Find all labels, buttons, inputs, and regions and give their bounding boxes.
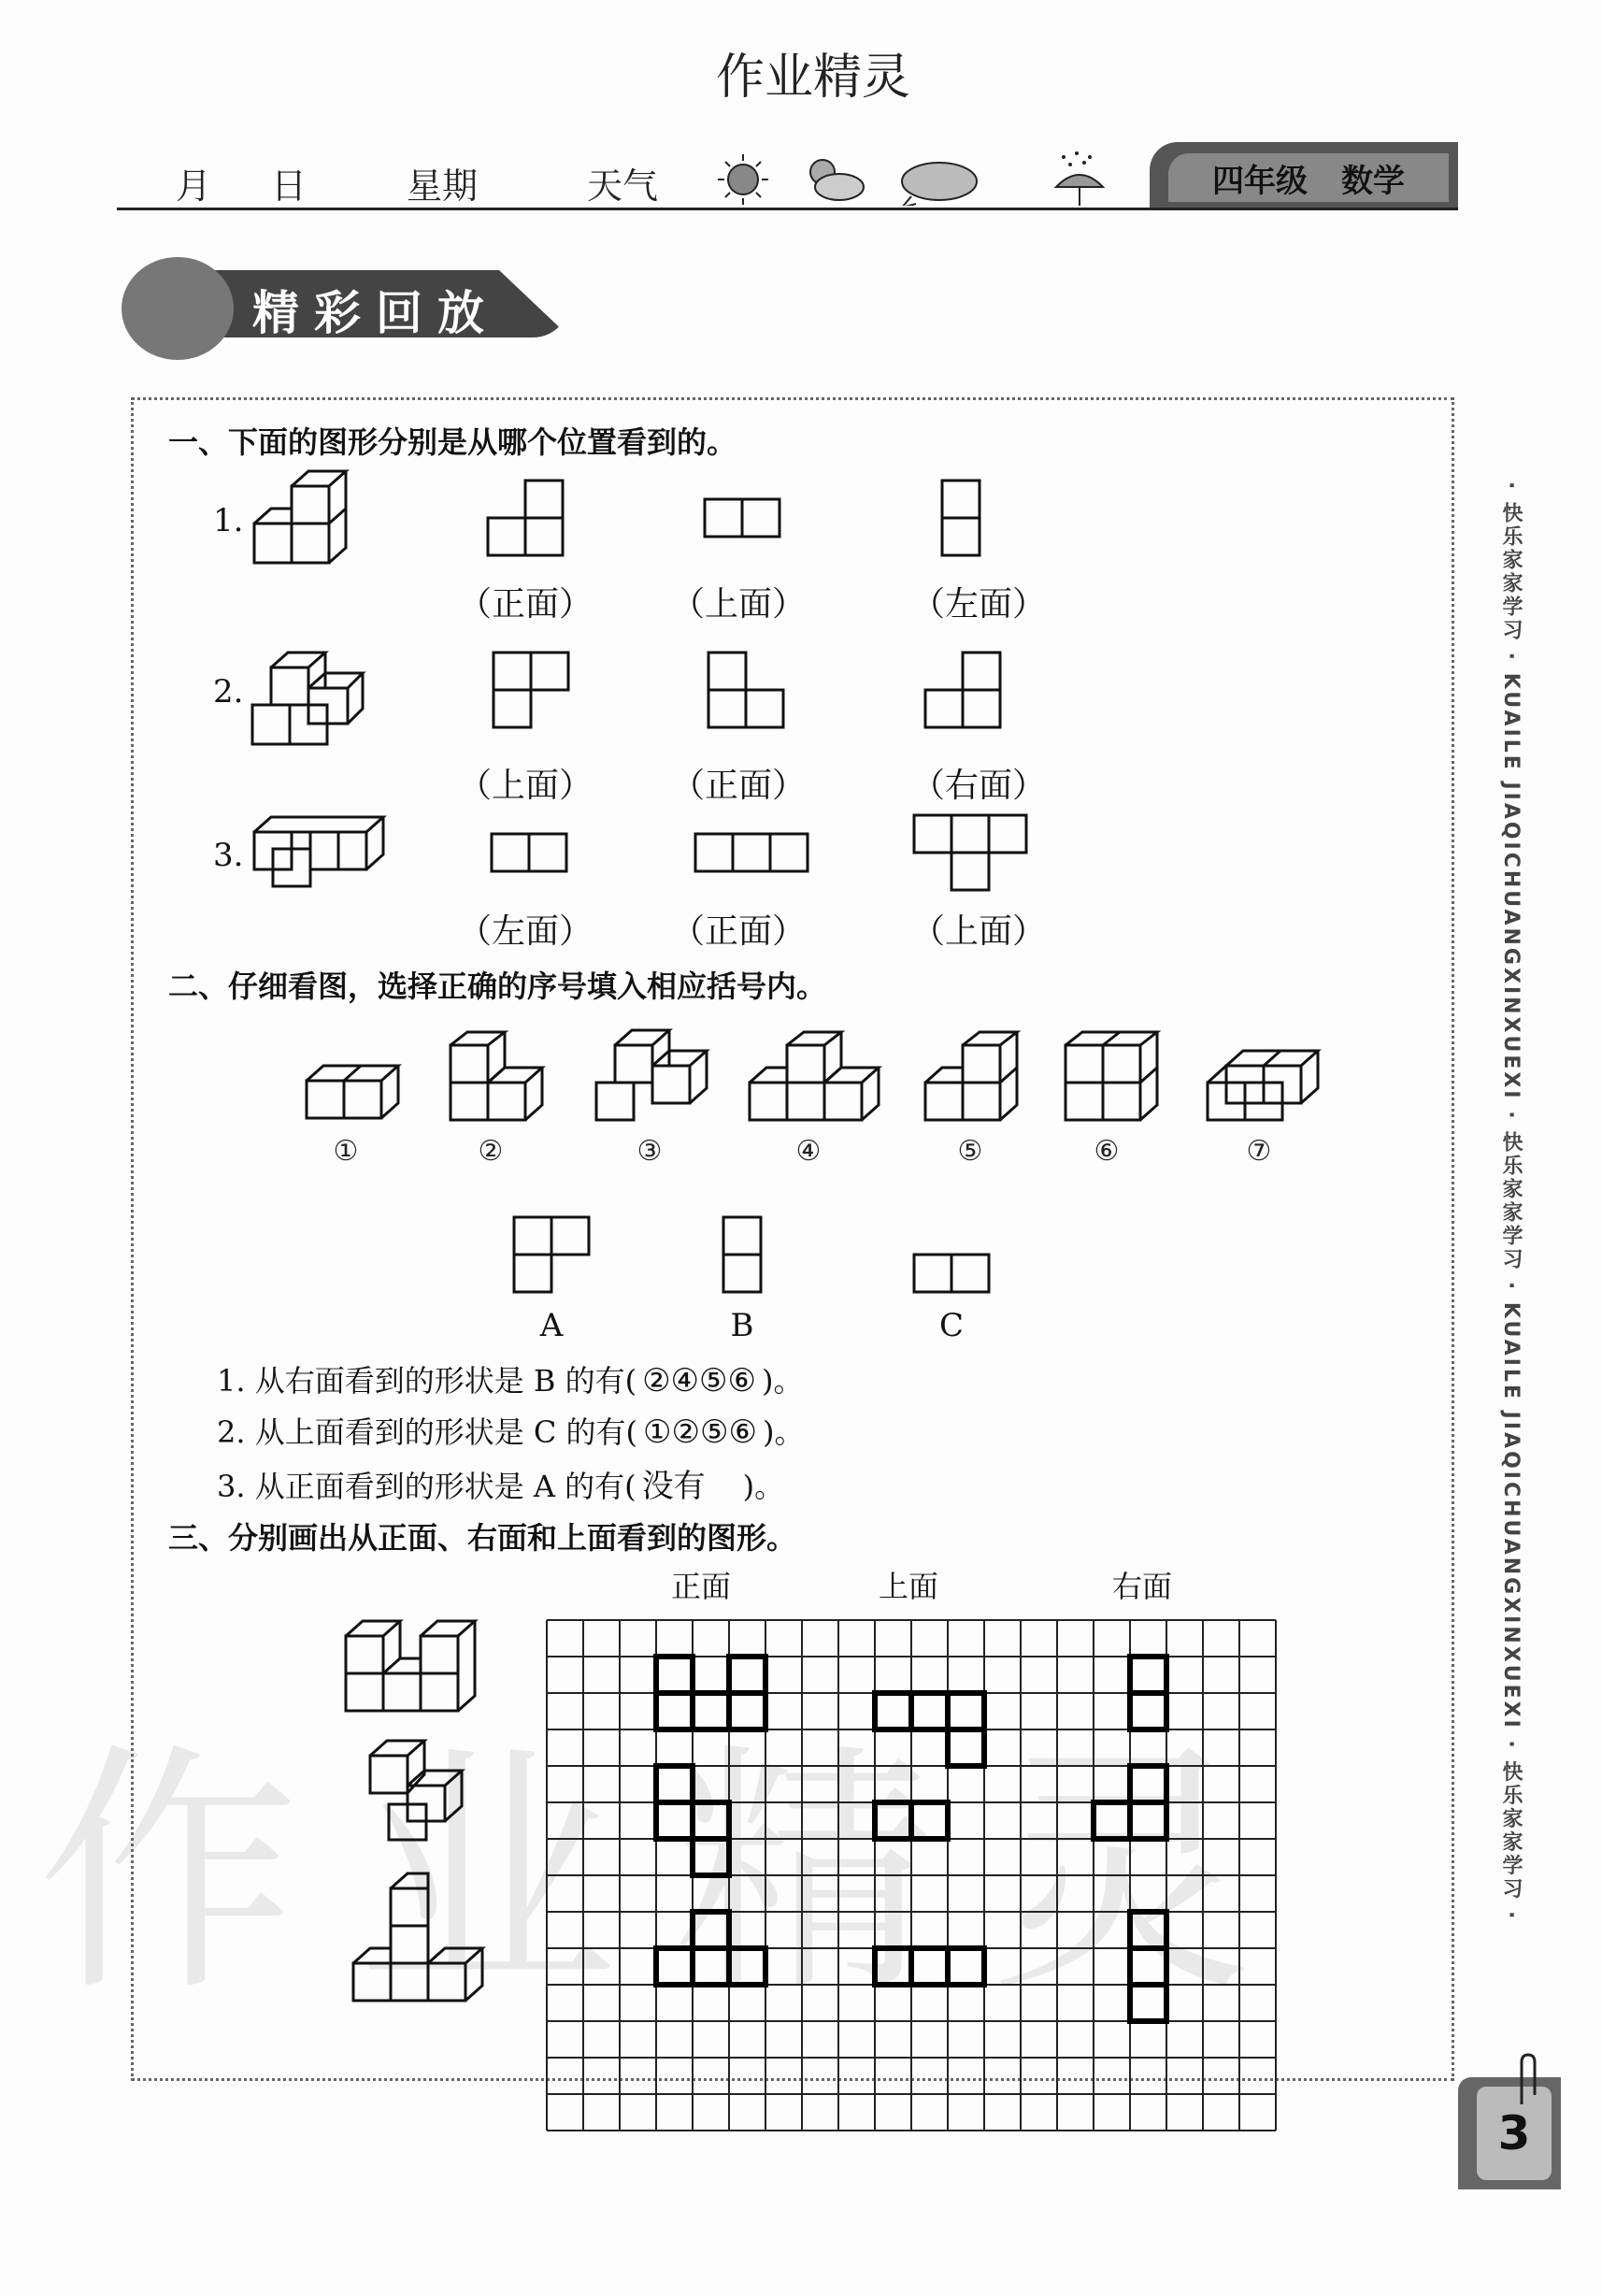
q2-label-6: ⑥ [1094, 1135, 1120, 1168]
q1-row1-cube-figure [252, 467, 355, 570]
q1-row2-cube-figure [250, 636, 367, 748]
q1-row2-number: 2. [213, 673, 244, 710]
grid-label-top: 上面 [879, 1569, 939, 1604]
section-title: 精彩回放 [252, 286, 499, 340]
q2-answer-2: ①②⑤⑥ [643, 1413, 757, 1451]
side-decorative-text: · 快乐家家学习 · KUAILE JIAQICHUANGXINXUEXI · 快乐家家学习 · KUAILE JIAQICHUANGXINXUEXI · 快乐家家学习 · [1499, 481, 1523, 1922]
q2-figure-6 [1064, 1028, 1163, 1126]
q2-view-a-label: A [539, 1307, 564, 1344]
q2-figure-1 [305, 1062, 404, 1124]
header-divider [117, 208, 1458, 210]
q2-figure-7 [1206, 1028, 1323, 1126]
q1-row3-answer-b: （正面） [671, 912, 807, 951]
q2-answer-1: ②④⑤⑥ [642, 1362, 756, 1399]
q2-view-b-label: B [730, 1307, 754, 1344]
q2-label-3: ③ [637, 1135, 663, 1168]
weekday-label: 星期 [407, 165, 479, 207]
q1-row3-view-a [490, 832, 568, 873]
page-number: 3 [1477, 2087, 1552, 2180]
q1-row3-view-c [912, 813, 1028, 892]
month-label: 月 [176, 165, 212, 207]
q1-row2-view-c [923, 651, 1002, 729]
q1-row3-cube-figure [252, 813, 388, 893]
q3-solid-3 [351, 1870, 488, 2006]
subject-label: 数学 [1341, 162, 1405, 200]
q2-view-c [912, 1253, 991, 1294]
q3-solid-1 [344, 1617, 484, 1716]
paperclip-icon [1514, 2053, 1542, 2109]
section-banner [122, 257, 589, 351]
q2-title: 二、仔细看图，选择正确的序号填入相应括号内。 [168, 969, 827, 1004]
q1-row1-view-c [940, 479, 981, 557]
kids-illustration-icon [122, 257, 234, 360]
q1-title: 一、下面的图形分别是从哪个位置看到的。 [168, 424, 737, 460]
q2-label-5: ⑤ [957, 1135, 983, 1168]
watermark: 作业精灵 [37, 1722, 1309, 2027]
q1-row1-answer-b: （上面） [671, 585, 807, 624]
brand-title: 作业精灵 [715, 50, 910, 106]
q1-row2-answer-c: （右面） [911, 767, 1047, 805]
q3-answer-grid[interactable] [547, 1620, 1285, 2144]
q1-row1-answer-c: （左面） [911, 585, 1047, 624]
sun-icon [718, 154, 768, 205]
q3-solid-2 [368, 1737, 471, 1844]
q2-answer-3: 没有 [641, 1468, 706, 1505]
q2-figure-5 [923, 1028, 1023, 1126]
q2-figure-4 [748, 1028, 888, 1126]
q1-row3-answer-a: （左面） [458, 912, 594, 951]
grid-label-front: 正面 [671, 1569, 732, 1604]
weather-icons [710, 150, 1122, 206]
q2-label-4: ④ [795, 1135, 822, 1168]
q1-row1-number: 1. [213, 502, 244, 539]
grid-label-right: 右面 [1112, 1569, 1173, 1604]
rain-umbrella-icon [1056, 151, 1103, 206]
q3-title: 三、分别画出从正面、右面和上面看到的图形。 [168, 1520, 797, 1556]
q1-row2-view-b [707, 651, 785, 729]
q2-line-1: 1. 从右面看到的形状是 B 的有( ②④⑤⑥ )。 [217, 1362, 804, 1399]
q1-row2-answer-b: （正面） [671, 767, 807, 805]
partly-cloudy-icon [810, 160, 864, 200]
q2-figure-2 [449, 1028, 548, 1126]
q1-row1-view-a [486, 479, 565, 557]
day-label: 日 [271, 165, 308, 207]
q1-row1-view-b [703, 497, 781, 538]
q1-row3-number: 3. [213, 837, 244, 874]
cloudy-icon [902, 163, 977, 206]
q1-row2-answer-a: （上面） [458, 767, 594, 805]
q1-row2-view-a [492, 651, 570, 729]
q2-label-1: ① [333, 1135, 359, 1168]
q2-line-2: 2. 从上面看到的形状是 C 的有( ①②⑤⑥ )。 [217, 1413, 805, 1451]
q2-label-2: ② [478, 1135, 504, 1168]
grade-tab [1150, 142, 1458, 208]
q2-figure-3 [594, 1015, 712, 1126]
q2-view-b [722, 1215, 763, 1294]
q1-row3-answer-c: （上面） [911, 912, 1047, 951]
q2-label-7: ⑦ [1246, 1135, 1272, 1168]
q2-view-c-label: C [938, 1307, 964, 1344]
weather-label: 天气 [587, 165, 659, 207]
q1-row3-view-b [694, 832, 809, 873]
grade-label: 四年级 [1212, 162, 1308, 200]
q2-view-a [512, 1215, 591, 1294]
q2-line-3: 3. 从正面看到的形状是 A 的有( 没有 )。 [217, 1468, 785, 1505]
q1-row1-answer-a: （正面） [458, 585, 594, 624]
